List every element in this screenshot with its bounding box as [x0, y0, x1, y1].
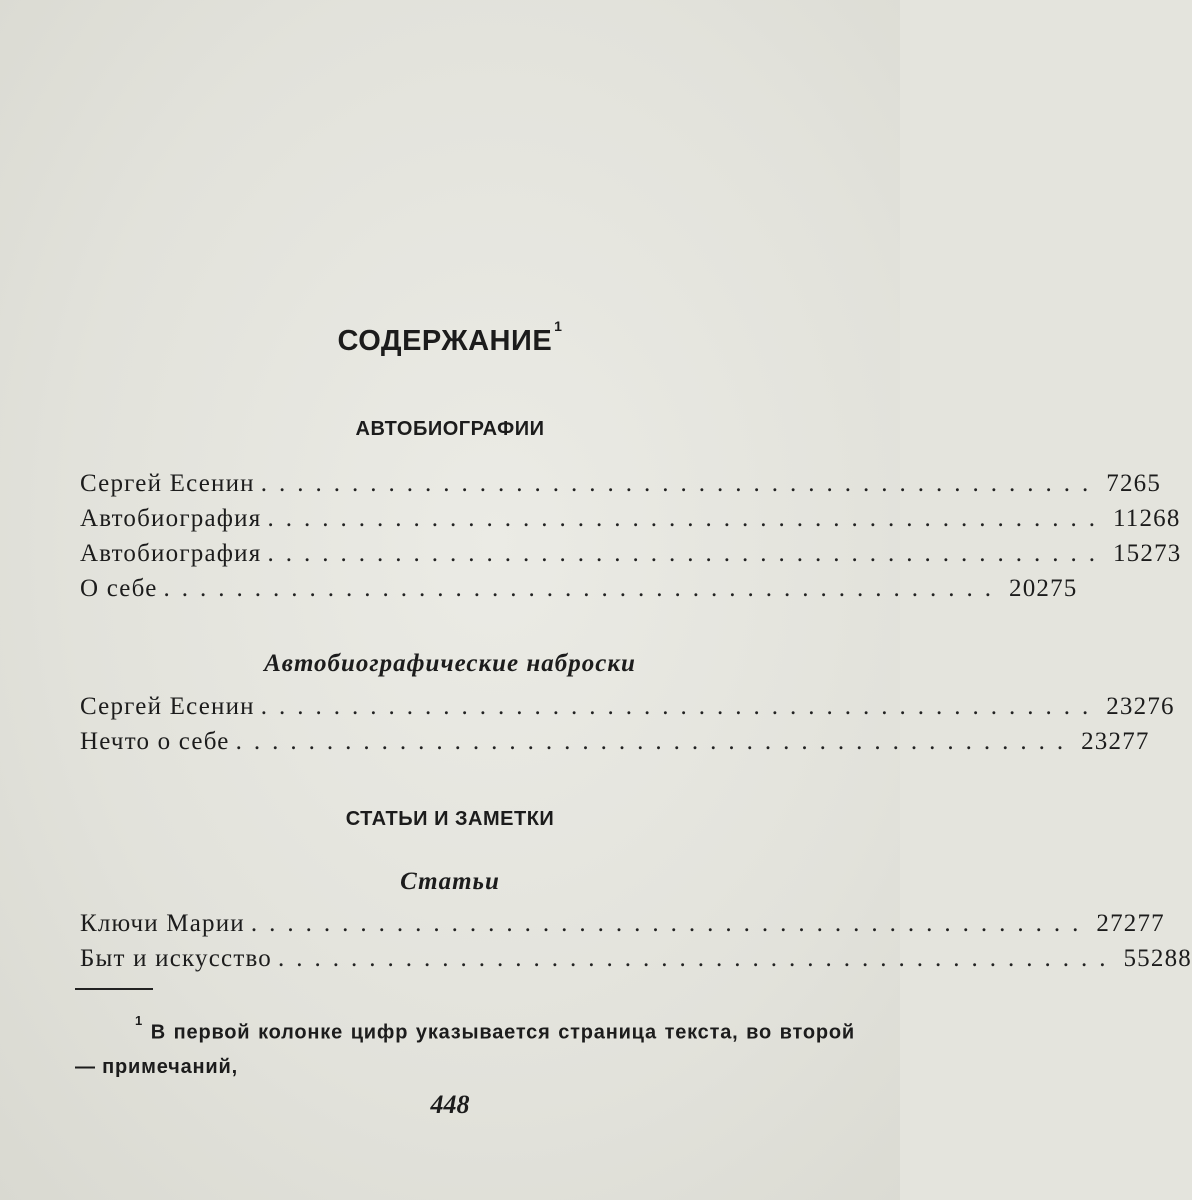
- footnote-text: В первой колонке цифр указывается страница текста, во второй — примечаний,: [75, 1021, 855, 1078]
- toc-entry: [80, 945, 1192, 979]
- dot-leader: ..............................................: [235, 728, 1076, 755]
- title-text: СОДЕРЖАНИЕ: [337, 325, 553, 357]
- entry-page: 15: [1112, 540, 1141, 567]
- toc-entry: [80, 505, 1181, 539]
- toc-entry: [80, 470, 1162, 504]
- entry-notes-page: 275: [1036, 575, 1078, 602]
- section-heading-autobiographies: АВТОБИОГРАФИИ: [355, 418, 545, 440]
- entry-notes-page: 277: [1123, 910, 1165, 937]
- entry-title: Быт и искусство: [80, 945, 272, 972]
- entry-notes-page: 288: [1150, 945, 1192, 972]
- entry-title: О себе: [80, 575, 158, 602]
- entry-title: Нечто о себе: [80, 728, 230, 755]
- entry-title: Сергей Есенин: [80, 693, 255, 720]
- entry-notes-page: 276: [1133, 693, 1175, 720]
- dot-leader: ..............................................: [163, 575, 1003, 602]
- toc-entry: [80, 575, 1078, 609]
- dot-leader: ..............................................: [260, 693, 1101, 720]
- dot-leader: ..............................................: [267, 505, 1107, 532]
- footnote: [75, 1010, 855, 1084]
- dot-leader: ..............................................: [260, 470, 1101, 497]
- entry-page: 55: [1123, 945, 1151, 972]
- entry-notes-page: 273: [1140, 540, 1182, 567]
- dot-leader: ..............................................: [277, 945, 1118, 972]
- page-title: [0, 318, 900, 358]
- entry-title: Сергей Есенин: [80, 470, 255, 497]
- entry-title: Автобиография: [80, 505, 262, 532]
- entry-page: 7: [1106, 470, 1120, 497]
- toc-entry: [80, 540, 1182, 574]
- toc-entry: [80, 728, 1150, 762]
- subsection-heading-articles: Статьи: [400, 868, 500, 895]
- dot-leader: ..............................................: [250, 910, 1091, 937]
- entry-notes-page: 277: [1108, 728, 1150, 755]
- dot-leader: ..............................................: [267, 540, 1107, 567]
- entry-page: 23: [1081, 728, 1109, 755]
- toc-entry: [80, 693, 1175, 727]
- entry-page: 23: [1106, 693, 1134, 720]
- entry-notes-page: 265: [1119, 470, 1162, 497]
- toc-entry: [80, 910, 1165, 944]
- title-footnote-marker: 1: [554, 318, 563, 335]
- footnote-marker: 1: [135, 1013, 144, 1028]
- page-number: 448: [430, 1090, 470, 1119]
- entry-page: 11: [1112, 505, 1140, 532]
- entry-title: Ключи Марии: [80, 910, 245, 937]
- footnote-divider: [75, 988, 153, 990]
- section-heading-articles-notes: СТАТЬИ И ЗАМЕТКИ: [345, 808, 555, 830]
- section-heading-sketches: Автобиографические наброски: [264, 650, 636, 677]
- entry-page: 20: [1009, 575, 1037, 602]
- entry-title: Автобиография: [80, 540, 262, 567]
- entry-notes-page: 268: [1139, 505, 1181, 532]
- entry-page: 27: [1096, 910, 1124, 937]
